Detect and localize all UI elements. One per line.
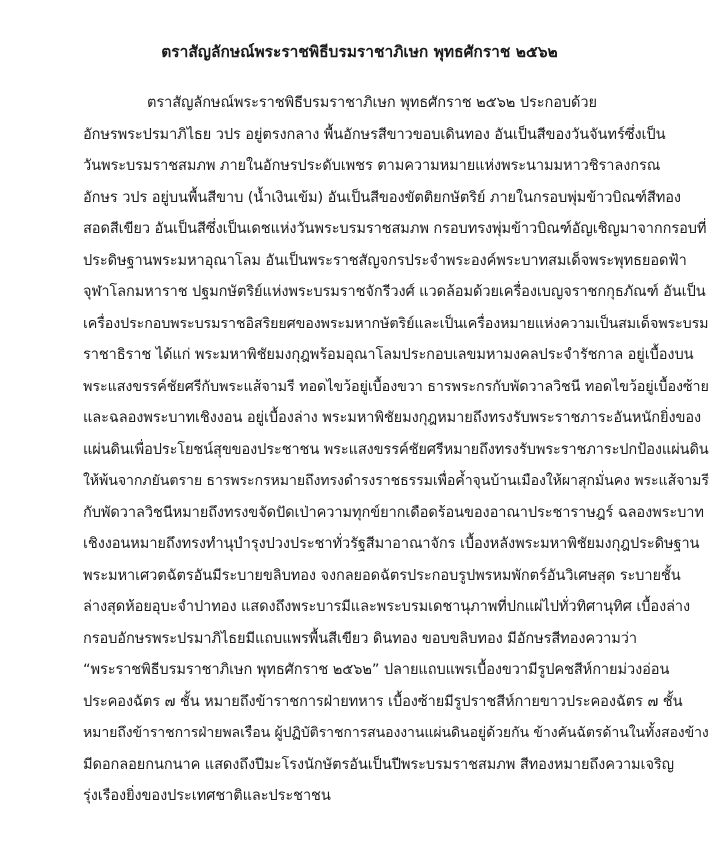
- paragraph-line-19: “พระราชพิธีบรมราชาภิเษก พุทธศักราช ๒๕๖๒” ปลายแถบแพรเบื้องขวามีรูปคชสีห์กายม่วงอ่อน: [83, 661, 670, 678]
- paragraph-line-20: ประคองฉัตร ๗ ชั้น หมายถึงข้าราชการฝ่ายทหาร เบื้องซ้ายมีรูปราชสีห์กายขาวประคองฉัตร ๗ ชั้น: [83, 693, 683, 710]
- paragraph-line-6: ประดิษฐานพระมหาอุณาโลม อันเป็นพระราชสัญจกรประจำพระองค์พระบาทสมเด็จพระพุทธยอดฟ้า: [83, 252, 687, 269]
- paragraph-line-22: มีดอกลอยกนกนาค แสดงถึงปีมะโรงนักษัตรอันเป็นปีพระบรมราชสมภพ สีทองหมายถึงความเจริญ: [83, 756, 674, 773]
- paragraph-line-16: พระมหาเศวตฉัตรอันมีระบายขลิบทอง จงกลยอดฉัตรประกอบรูปพรหมพักตร์อันวิเศษสุด ระบายชั้น: [83, 567, 681, 584]
- paragraph-line-4: อักษร วปร อยู่บนพื้นสีขาบ (น้ำเงินเข้ม) อันเป็นสีของขัตติยกษัตริย์ ภายในกรอบพุ่มข้าวบิณฑ์สีทอง: [83, 189, 681, 206]
- paragraph-line-23: รุ่งเรืองยิ่งของประเทศชาติและประชาชน: [83, 787, 331, 804]
- paragraph-line-18: กรอบอักษรพระปรมาภิไธยมีแถบแพรพื้นสีเขียว ดินทอง ขอบขลิบทอง มีอักษรสีทองความว่า: [83, 630, 637, 647]
- paragraph-line-9: ราชาธิราช ได้แก่ พระมหาพิชัยมงกุฎพร้อมอุณาโลมประกอบเลขมหามงคลประจำรัชกาล อยู่เบื้องบน: [83, 346, 694, 363]
- paragraph-line-21: หมายถึงข้าราชการฝ่ายพลเรือน ผู้ปฏิบัติราชการสนองงานแผ่นดินอยู่ด้วยกัน ข้างคันฉัตรด้านในทั้งสองข้าง: [83, 725, 709, 741]
- paragraph-line-8: เครื่องประกอบพระบรมราชอิสริยยศของพระมหากษัตริย์และเป็นเครื่องหมายแห่งความเป็นสมเด็จพระบรม: [83, 316, 709, 332]
- paragraph-line-13: ให้พ้นจากภยันตราย ธารพระกรหมายถึงทรงดำรงราชธรรมเพื่อค้ำจุนบ้านเมืองให้ผาสุกมั่นคง พระแส้จามรี: [83, 473, 709, 489]
- paragraph-line-5: สอดสีเขียว อันเป็นสีซึ่งเป็นเดชแห่งวันพระบรมราชสมภพ กรอบทรงพุ่มข้าวบิณฑ์อัญเชิญมาจากกรอบที่: [83, 220, 707, 237]
- paragraph-line-15: เชิงงอนหมายถึงทรงทำนุบำรุงปวงประชาทั่วรัฐสีมาอาณาจักร เบื้องหลังพระมหาพิชัยมงกุฎประดิษฐาน: [83, 535, 700, 552]
- document-title: ตราสัญลักษณ์พระราชพิธีบรมราชาภิเษก พุทธศักราช ๒๕๖๒: [161, 43, 558, 61]
- paragraph-line-3: วันพระบรมราชสมภพ ภายในอักษรประดับเพชร ตามความหมายแห่งพระนามมหาวชิราลงกรณ: [83, 157, 661, 174]
- paragraph-line-7: จุฬาโลกมหาราช ปฐมกษัตริย์แห่งพระบรมราชจักรีวงศ์ แวดล้อมด้วยเครื่องเบญจราชกกุธภัณฑ์ อันเป็น: [83, 283, 706, 300]
- paragraph-line-14: กับพัดวาลวิชนีหมายถึงทรงขจัดปัดเป่าความทุกข์ยากเดือดร้อนของอาณาประชาราษฎร์ ฉลองพระบาท: [83, 504, 704, 521]
- paragraph-line-11: และฉลองพระบาทเชิงงอน อยู่เบื้องล่าง พระมหาพิชัยมงกุฎหมายถึงทรงรับพระราชภาระอันหนักยิ่งของ: [83, 409, 702, 426]
- paragraph-line-1: ตราสัญลักษณ์พระราชพิธีบรมราชาภิเษก พุทธศักราช ๒๕๖๒ ประกอบด้วย: [147, 94, 597, 111]
- paragraph-line-10: พระแสงขรรค์ชัยศรีกับพระแส้จามรี ทอดไขว้อยู่เบื้องขวา ธารพระกรกับพัดวาลวิชนี ทอดไขว้อยู่เบื้องซ้าย: [83, 379, 709, 395]
- paragraph-line-17: ล่างสุดห้อยอุบะจำปาทอง แสดงถึงพระบารมีและพระบรมเดชานุภาพที่ปกแผ่ไปทั่วทิศานุทิศ เบื้องล่าง: [83, 598, 691, 615]
- paragraph-line-12: แผ่นดินเพื่อประโยชน์สุขของประชาชน พระแสงขรรค์ชัยศรีหมายถึงทรงรับพระราชภาระปกป้องแผ่นดิน: [83, 441, 709, 458]
- paragraph-line-2: อักษรพระปรมาภิไธย วปร อยู่ตรงกลาง พื้นอักษรสีขาวขอบเดินทอง อันเป็นสีของวันจันทร์ซึ่งเป็น: [83, 126, 666, 143]
